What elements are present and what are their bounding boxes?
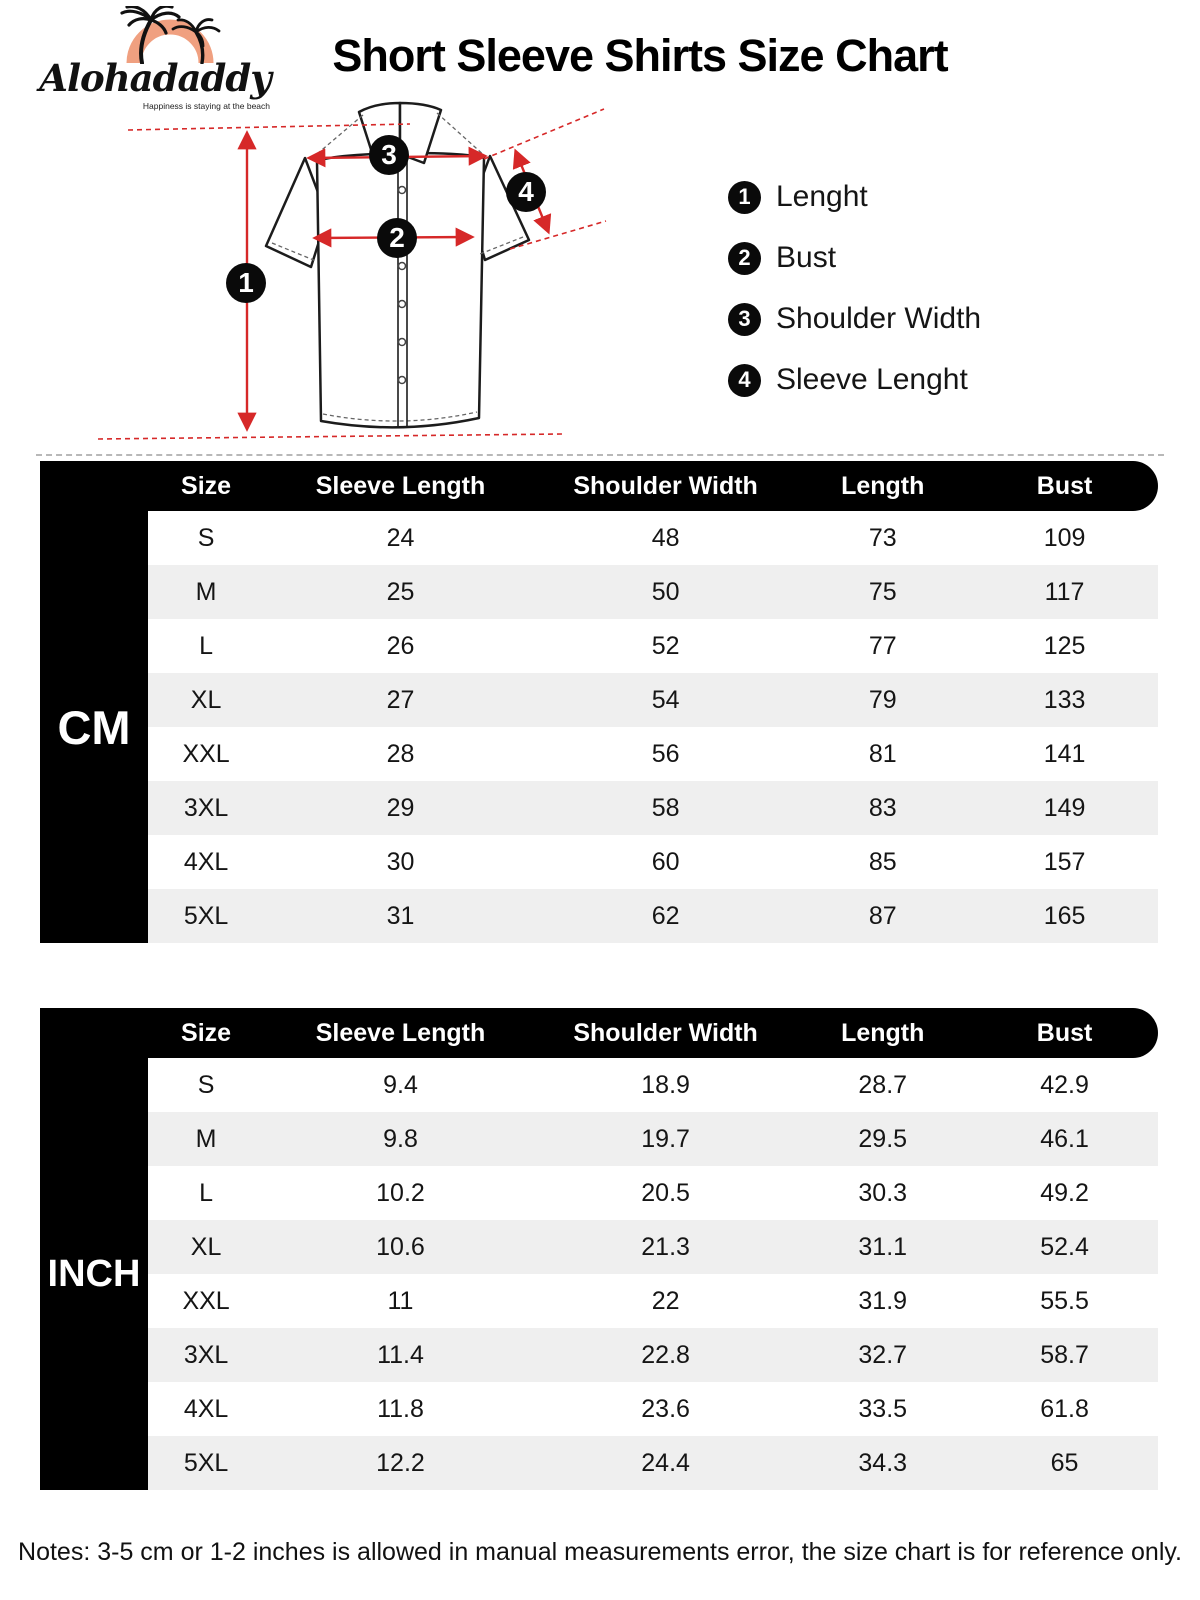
shoulder-width-cell: 54 (651, 685, 680, 714)
inch-table-body (40, 1058, 1158, 1490)
column-header: Sleeve Length (315, 471, 486, 500)
shoulder-width-cell: 58 (651, 793, 680, 822)
size-cell: XL (190, 1232, 222, 1261)
length-cell: 34.3 (858, 1448, 908, 1477)
table-row (148, 835, 1158, 889)
table-row (148, 1166, 1158, 1220)
size-cell: M (195, 577, 217, 606)
length-cell: 73 (868, 523, 897, 552)
bust-cell: 133 (1043, 685, 1086, 714)
table-row (148, 619, 1158, 673)
column-headers (148, 472, 1158, 501)
table-row (148, 511, 1158, 565)
table-row (148, 1274, 1158, 1328)
length-cell: 29.5 (858, 1124, 908, 1153)
table-row (148, 1382, 1158, 1436)
column-header: Shoulder Width (573, 1018, 758, 1047)
size-cell: XL (190, 685, 222, 714)
legend-item (728, 302, 981, 336)
size-cell: XXL (182, 1286, 230, 1315)
size-cell: 3XL (183, 1340, 229, 1369)
bust-cell: 52.4 (1040, 1232, 1089, 1261)
marker-sleeve-badge: 4 (506, 172, 546, 212)
length-cell: 79 (868, 685, 897, 714)
size-cell: 3XL (183, 793, 229, 822)
legend-label: Bust (776, 241, 837, 274)
shoulder-width-cell: 23.6 (641, 1394, 690, 1423)
bust-cell: 55.5 (1040, 1286, 1089, 1315)
sleeve-length-cell: 24 (386, 523, 415, 552)
bust-cell: 141 (1043, 739, 1086, 768)
bust-cell: 165 (1043, 901, 1086, 930)
sleeve-length-cell: 9.4 (383, 1070, 418, 1099)
sleeve-length-cell: 11.8 (377, 1394, 424, 1423)
shoulder-width-cell: 62 (651, 901, 680, 930)
legend-item (728, 180, 981, 214)
column-header: Length (841, 471, 925, 500)
measurement-legend (728, 180, 981, 397)
legend-label: Shoulder Width (776, 302, 982, 335)
sleeve-length-cell: 12.2 (376, 1448, 425, 1477)
column-header: Size (181, 1018, 232, 1047)
table-row (148, 1436, 1158, 1490)
legend-item (728, 241, 981, 275)
sleeve-length-cell: 30 (386, 847, 415, 876)
length-cell: 77 (868, 631, 897, 660)
sleeve-length-cell: 31 (386, 901, 415, 930)
brand-tagline: Happiness is staying at the beach (142, 101, 270, 111)
shoulder-width-cell: 52 (651, 631, 680, 660)
length-cell: 85 (868, 847, 897, 876)
length-cell: 28.7 (858, 1070, 908, 1099)
legend-item (728, 363, 981, 397)
length-cell: 87 (868, 901, 897, 930)
brand-name: Alohadaddy (39, 56, 271, 100)
shoulder-width-cell: 24.4 (641, 1448, 690, 1477)
size-cell: XXL (182, 739, 230, 768)
size-cell: L (199, 1178, 214, 1207)
shoulder-width-cell: 20.5 (641, 1178, 690, 1207)
legend-number-badge: 3 (728, 303, 761, 336)
notes-text: Notes: 3-5 cm or 1-2 inches is allowed in manual measurements error, the size chart is for reference only. (18, 1538, 1182, 1566)
marker-bust-badge: 2 (377, 218, 417, 258)
cm-table-header (40, 461, 1158, 511)
cm-rows (148, 511, 1158, 943)
page-title: Short Sleeve Shirts Size Chart (332, 30, 948, 81)
bust-cell: 61.8 (1040, 1394, 1089, 1423)
length-cell: 32.7 (858, 1340, 908, 1369)
table-row (148, 673, 1158, 727)
shoulder-width-cell: 22.8 (641, 1340, 690, 1369)
inch-size-table (40, 1008, 1158, 1490)
legend-number-badge: 2 (728, 242, 761, 275)
bust-cell: 46.1 (1040, 1124, 1089, 1153)
shoulder-width-cell: 48 (651, 523, 680, 552)
shoulder-width-cell: 18.9 (641, 1070, 690, 1099)
table-row (148, 889, 1158, 943)
sleeve-length-cell: 29 (386, 793, 415, 822)
sleeve-length-cell: 27 (386, 685, 415, 714)
shirt-drawing (80, 88, 640, 453)
table-row (148, 1112, 1158, 1166)
length-cell: 31.1 (858, 1232, 908, 1261)
table-row (148, 565, 1158, 619)
length-cell: 81 (868, 739, 897, 768)
size-cell: 4XL (183, 847, 229, 876)
column-header: Bust (1036, 1018, 1093, 1047)
shoulder-width-cell: 22 (651, 1286, 680, 1315)
shoulder-width-cell: 56 (651, 739, 680, 768)
sleeve-length-cell: 9.8 (383, 1124, 418, 1153)
marker-shoulder-badge: 3 (369, 135, 409, 175)
shoulder-width-cell: 21.3 (641, 1232, 690, 1261)
column-header: Bust (1036, 471, 1093, 500)
bust-cell: 117 (1044, 577, 1085, 606)
cm-unit-column (40, 511, 148, 943)
legend-label: Sleeve Lenght (776, 363, 968, 396)
table-row (148, 1328, 1158, 1382)
size-cell: S (197, 1070, 215, 1099)
sleeve-length-cell: 10.6 (376, 1232, 425, 1261)
bust-cell: 65 (1050, 1448, 1079, 1477)
bust-cell: 125 (1043, 631, 1086, 660)
sleeve-length-cell: 10.2 (376, 1178, 425, 1207)
size-cell: S (197, 523, 215, 552)
cm-table-body (40, 511, 1158, 943)
bust-cell: 149 (1043, 793, 1086, 822)
column-header: Sleeve Length (315, 1018, 486, 1047)
cm-unit-label: CM (57, 700, 131, 754)
size-cell: 5XL (183, 1448, 229, 1477)
size-cell: M (195, 1124, 217, 1153)
cm-size-table (40, 461, 1158, 943)
column-headers (148, 1019, 1158, 1048)
legend-number-badge: 1 (728, 181, 761, 214)
sleeve-length-cell: 28 (386, 739, 415, 768)
legend-label: Lenght (776, 180, 868, 213)
table-row (148, 727, 1158, 781)
sleeve-length-cell: 25 (386, 577, 415, 606)
table-row (148, 781, 1158, 835)
length-cell: 33.5 (858, 1394, 908, 1423)
table-row (148, 1220, 1158, 1274)
shoulder-width-cell: 50 (651, 577, 680, 606)
inch-rows (148, 1058, 1158, 1490)
size-cell: 4XL (183, 1394, 229, 1423)
bust-cell: 42.9 (1040, 1070, 1089, 1099)
length-cell: 75 (868, 577, 897, 606)
bust-cell: 49.2 (1040, 1178, 1089, 1207)
shoulder-width-cell: 19.7 (641, 1124, 690, 1153)
column-header: Length (841, 1018, 925, 1047)
shirt-measurement-diagram (80, 88, 640, 453)
dashed-separator (36, 454, 1164, 456)
inch-table-header (40, 1008, 1158, 1058)
length-cell: 83 (868, 793, 897, 822)
bust-cell: 58.7 (1040, 1340, 1089, 1369)
bust-cell: 109 (1043, 523, 1086, 552)
length-cell: 30.3 (858, 1178, 908, 1207)
sleeve-length-cell: 11 (387, 1286, 414, 1315)
size-cell: 5XL (183, 901, 229, 930)
column-header: Size (181, 471, 232, 500)
size-cell: L (199, 631, 214, 660)
shoulder-width-cell: 60 (651, 847, 680, 876)
inch-unit-column (40, 1058, 148, 1490)
bust-cell: 157 (1043, 847, 1086, 876)
table-row (148, 1058, 1158, 1112)
sleeve-length-cell: 11.4 (377, 1340, 424, 1369)
legend-number-badge: 4 (728, 364, 761, 397)
length-cell: 31.9 (858, 1286, 908, 1315)
column-header: Shoulder Width (573, 471, 758, 500)
marker-length-badge: 1 (226, 263, 266, 303)
sleeve-length-cell: 26 (386, 631, 415, 660)
inch-unit-label: INCH (47, 1252, 141, 1295)
